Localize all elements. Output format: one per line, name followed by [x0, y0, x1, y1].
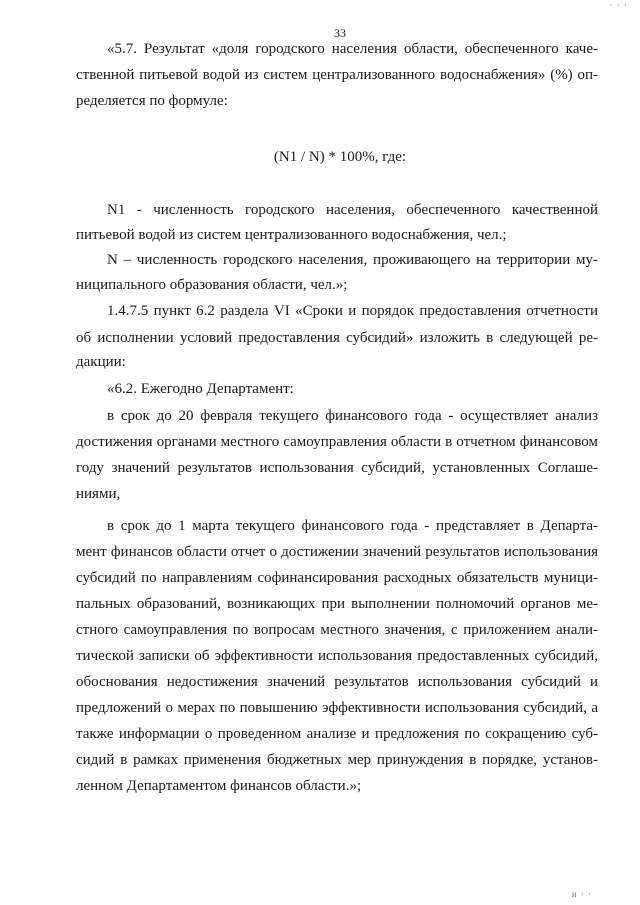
text-line: также информации о проведенном анализе и предложения по сокращению суб- — [76, 726, 598, 742]
text-line: N – численность городского населения, проживающего на территории му- — [107, 252, 598, 268]
text-line: ределяется по формуле: — [76, 93, 228, 109]
text-line: стного самоуправления по вопросам местного значения, с приложением анали- — [76, 622, 598, 638]
formula: (N1 / N) * 100%, где: — [273, 149, 407, 165]
text-line: дакции: — [76, 354, 126, 370]
text-line: «6.2. Ежегодно Департамент: — [107, 381, 294, 397]
text-line: пальных образований, возникающих при выполнении полномочий органов ме- — [76, 596, 598, 612]
text-line: 1.4.7.5 пункт 6.2 раздела VI «Сроки и порядок предоставления отчетности — [107, 303, 598, 319]
scan-mark-top: · · · — [609, 0, 628, 10]
scan-mark-bottom: и · · — [571, 889, 592, 899]
text-line: тической записки об эффективности использования предоставленных субсидий, — [76, 648, 598, 664]
text-line: мент финансов области отчет о достижении значений результатов использования — [76, 544, 598, 560]
text-line: ниципального образования области, чел.»; — [76, 277, 348, 293]
text-line: об исполнении условий предоставления субсидий» изложить в следующей ре- — [76, 330, 598, 346]
text-line: обоснования недостижения значений результатов использования субсидий и — [76, 674, 598, 690]
text-line: сидий в рамках применения бюджетных мер принуждения в порядке, установ- — [76, 752, 598, 768]
text-line: достижения органами местного самоуправления области в отчетном финансовом — [76, 434, 598, 450]
text-line: в срок до 20 февраля текущего финансового года - осуществляет анализ — [107, 408, 598, 424]
page-number: 33 — [334, 26, 346, 40]
text-line: ленном Департаментом финансов области.»; — [76, 778, 362, 794]
text-line: ниями, — [76, 486, 121, 502]
text-line: ственной питьевой водой из систем централизованного водоснабжения» (%) оп- — [76, 67, 598, 83]
text-line: «5.7. Результат «доля городского населения области, обеспеченного каче- — [107, 41, 598, 57]
text-line: предложений о мерах по повышению эффективности использования субсидий, а — [76, 700, 598, 716]
text-line: в срок до 1 марта текущего финансового года - представляет в Департа- — [107, 518, 598, 534]
text-line: N1 - численность городского населения, обеспеченного качественной — [107, 202, 598, 218]
text-line: субсидий по направлениям софинансирования расходных обязательств муници- — [76, 570, 598, 586]
text-line: питьевой водой из систем централизованного водоснабжения, чел.; — [76, 227, 507, 243]
text-line: году значений результатов использования субсидий, установленных Соглаше- — [76, 460, 598, 476]
